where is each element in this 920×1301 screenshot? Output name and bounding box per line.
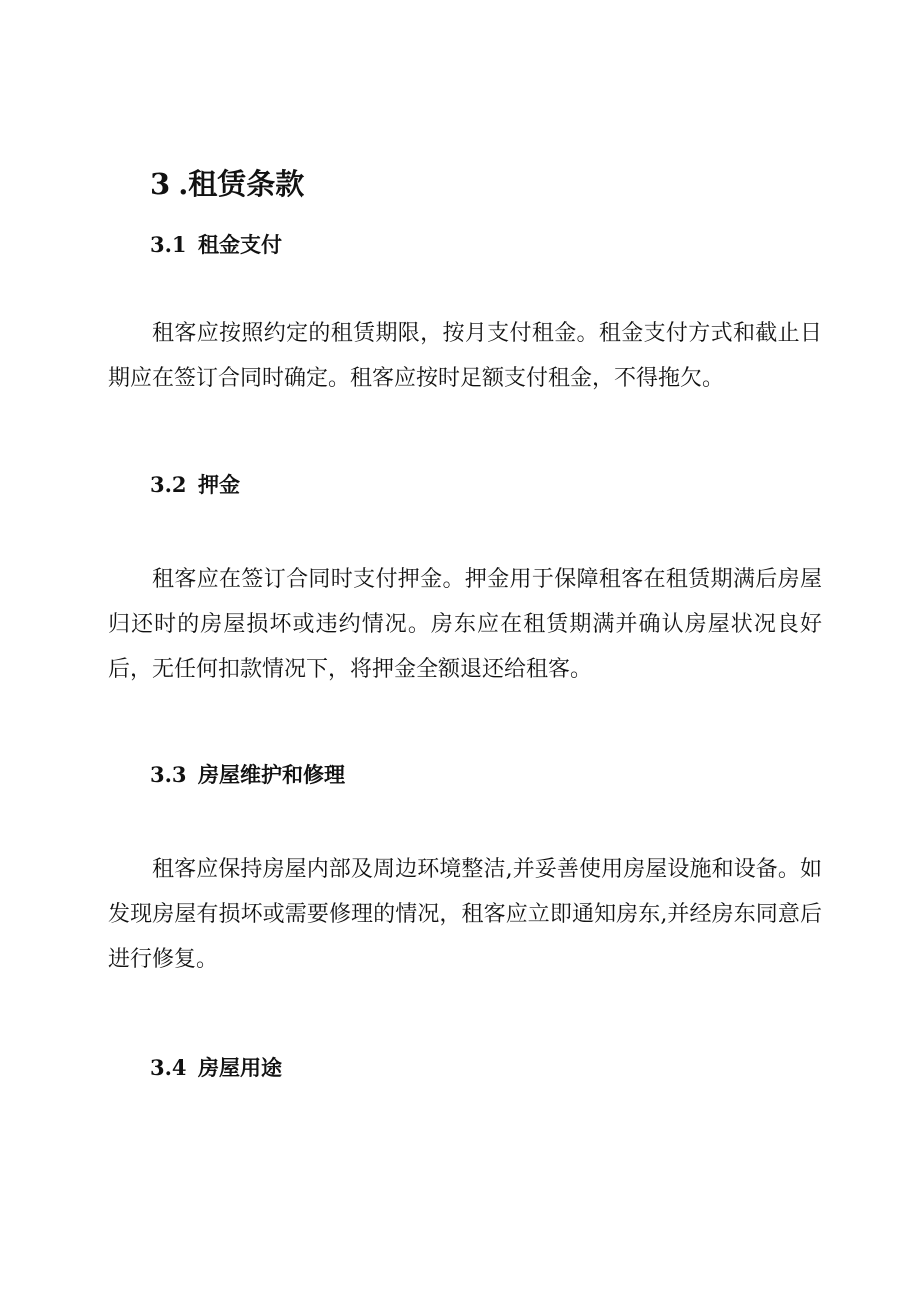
section-title: 房屋用途 xyxy=(198,1055,282,1080)
section-heading-3-2 xyxy=(150,470,240,500)
section-number: 3.2 xyxy=(150,472,187,497)
chapter-heading xyxy=(150,164,304,204)
section-title: 押金 xyxy=(198,472,240,497)
section-body-3-1: 租客应按照约定的租赁期限，按月支付租金。租金支付方式和截止日期应在签订合同时确定。租客应按时足额支付租金，不得拖欠。 xyxy=(108,321,822,391)
section-heading-3-3 xyxy=(150,760,345,790)
section-number: 3.3 xyxy=(150,762,187,787)
section-heading-3-1 xyxy=(150,230,282,260)
section-title: 房屋维护和修理 xyxy=(198,762,345,787)
section-title: 租金支付 xyxy=(198,232,282,257)
section-heading-3-4 xyxy=(150,1053,282,1083)
section-number: 3.4 xyxy=(150,1055,187,1080)
section-body-3-3: 租客应保持房屋内部及周边环境整洁,并妥善使用房屋设施和设备。如发现房屋有损坏或需要修理的情况，租客应立即通知房东,并经房东同意后进行修复。 xyxy=(108,857,822,972)
section-number: 3.1 xyxy=(150,232,187,257)
chapter-number: 3 xyxy=(150,167,171,201)
section-body-3-2: 租客应在签订合同时支付押金。押金用于保障租客在租赁期满后房屋归还时的房屋损坏或违约情况。房东应在租赁期满并确认房屋状况良好后，无任何扣款情况下，将押金全额退还给租客。 xyxy=(108,567,822,682)
chapter-title: .租赁条款 xyxy=(178,167,305,201)
